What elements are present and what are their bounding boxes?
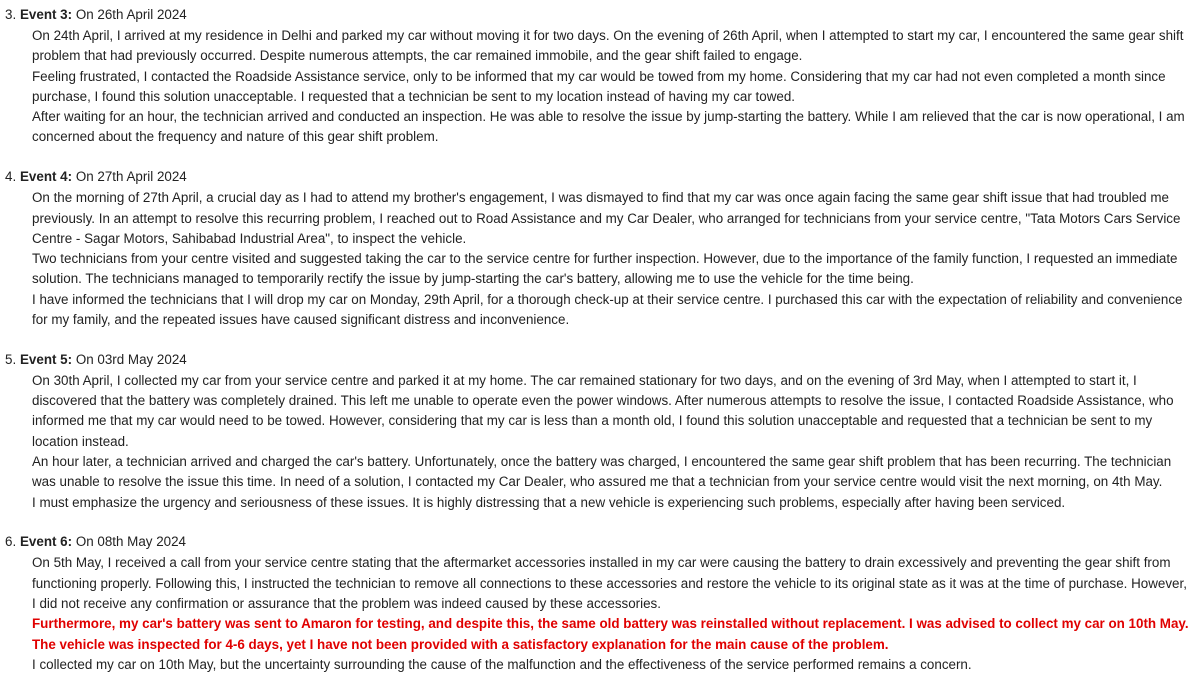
event-paragraph: On 24th April, I arrived at my residence in Delhi and parked my car without moving it for two days. On the evening of 26th April, when I attempted to start my car, I encountered the same gear shift problem that had previously occurred. Despite numerous attempts, the car remained immobile, and the gear shift failed to engage. (32, 28, 1184, 64)
event-paragraph: I must emphasize the urgency and seriousness of these issues. It is highly distressing that a new vehicle is experiencing such problems, especially after having been serviced. (32, 494, 1066, 510)
event-paragraph: Two technicians from your centre visited and suggested taking the car to the service centre for further inspection. However, due to the importance of the family function, I requested an immediate solution. The technicians managed to temporarily rectify the issue by jump-starting the car's battery, allowing me to use the vehicle for the time being. (32, 251, 1178, 287)
event-date: On 08th May 2024 (72, 534, 186, 550)
event-number: 6. (5, 534, 17, 550)
event-heading (0, 531, 1200, 553)
event-date: On 03rd May 2024 (72, 351, 187, 367)
closing-paragraph: I collected my car on 10th May, but the uncertainty surrounding the cause of the malfunction and the effectiveness of the service performed remains a concern. (32, 656, 972, 672)
event-item (0, 531, 1200, 675)
event-paragraph: Feeling frustrated, I contacted the Roadside Assistance service, only to be informed that my car would be towed from my home. Considering that my car had not even completed a month since purchase, I found this solution unacceptable. I requested that a technician be sent to my location instead of having my car towed. (32, 68, 1166, 104)
event-title (20, 166, 187, 188)
event-title (20, 349, 187, 371)
event-number: 5. (5, 351, 17, 367)
event-number: 4. (5, 169, 17, 185)
event-date: On 26th April 2024 (72, 7, 187, 22)
event-label: Event 3: (20, 7, 73, 22)
event-item (0, 4, 1200, 148)
event-paragraph: I have informed the technicians that I will drop my car on Monday, 29th April, for a thorough check-up at their service centre. I purchased this car with the expectation of reliability and convenience for my family, and the repeated issues have caused significant distress and inconvenience. (32, 291, 1183, 328)
event-title (20, 531, 186, 553)
event-heading (0, 349, 1200, 371)
event-heading (0, 4, 1200, 26)
event-paragraph: On the morning of 27th April, a crucial day as I had to attend my brother's engagement, I was dismayed to find that my car was once again facing the same gear shift issue that had troubled me previously. In an attempt to resolve this recurring problem, I reached out to Road Assistance and my Car Dealer, who arranged for technicians from your service centre, "Tata Motors Cars Service Centre - Sagar Motors, Sahibabad Industrial Area", to inspect the vehicle. (32, 190, 1181, 246)
event-paragraph: After waiting for an hour, the technician arrived and conducted an inspection. He was able to resolve the issue by jump-starting the battery. While I am relieved that the car is now operational, I am concerned about the frequency and nature of this gear shift problem. (32, 109, 1185, 145)
event-number: 3. (5, 7, 17, 22)
event-item (0, 349, 1200, 513)
event-label: Event 6: (20, 534, 73, 550)
highlighted-paragraph: Furthermore, my car's battery was sent to Amaron for testing, and despite this, the same old battery was reinstalled without replacement. I was advised to collect my car on 10th May. The vehicle was inspected for 4-6 days, yet I have not been provided with a satisfactory explanation for the main cause of the problem. (32, 616, 1189, 652)
event-title (20, 4, 187, 26)
document-body (0, 4, 1200, 694)
event-label: Event 5: (20, 351, 73, 367)
event-label: Event 4: (20, 169, 73, 185)
event-date: On 27th April 2024 (72, 169, 187, 185)
event-heading (0, 166, 1200, 188)
event-paragraph: On 5th May, I received a call from your service centre stating that the aftermarket accessories installed in my car were causing the battery to drain excessively and preventing the gear shift from functioning properly. Following this, I instructed the technician to remove all connections to these accessories and restore the vehicle to its original state as it was at the time of purchase. However, I did not receive any confirmation or assurance that the problem was indeed caused by these accessories. (32, 555, 1187, 612)
event-item (0, 166, 1200, 330)
event-paragraph: An hour later, a technician arrived and charged the car's battery. Unfortunately, once the battery was charged, I encountered the same gear shift problem that has been recurring. The technician was unable to resolve the issue this time. In need of a solution, I contacted my Car Dealer, who assured me that a technician from your service centre would visit the next morning, on 4th May. (32, 454, 1172, 490)
event-paragraph: On 30th April, I collected my car from your service centre and parked it at my home. The car remained stationary for two days, and on the evening of 3rd May, when I attempted to start it, I discovered that the battery was completely drained. This left me unable to operate even the power windows. After numerous attempts to resolve the issue, I contacted Roadside Assistance, who informed me that my car would need to be towed. However, considering that my car is less than a month old, I found this solution unacceptable and requested that a technician be sent to my location instead. (32, 372, 1174, 449)
